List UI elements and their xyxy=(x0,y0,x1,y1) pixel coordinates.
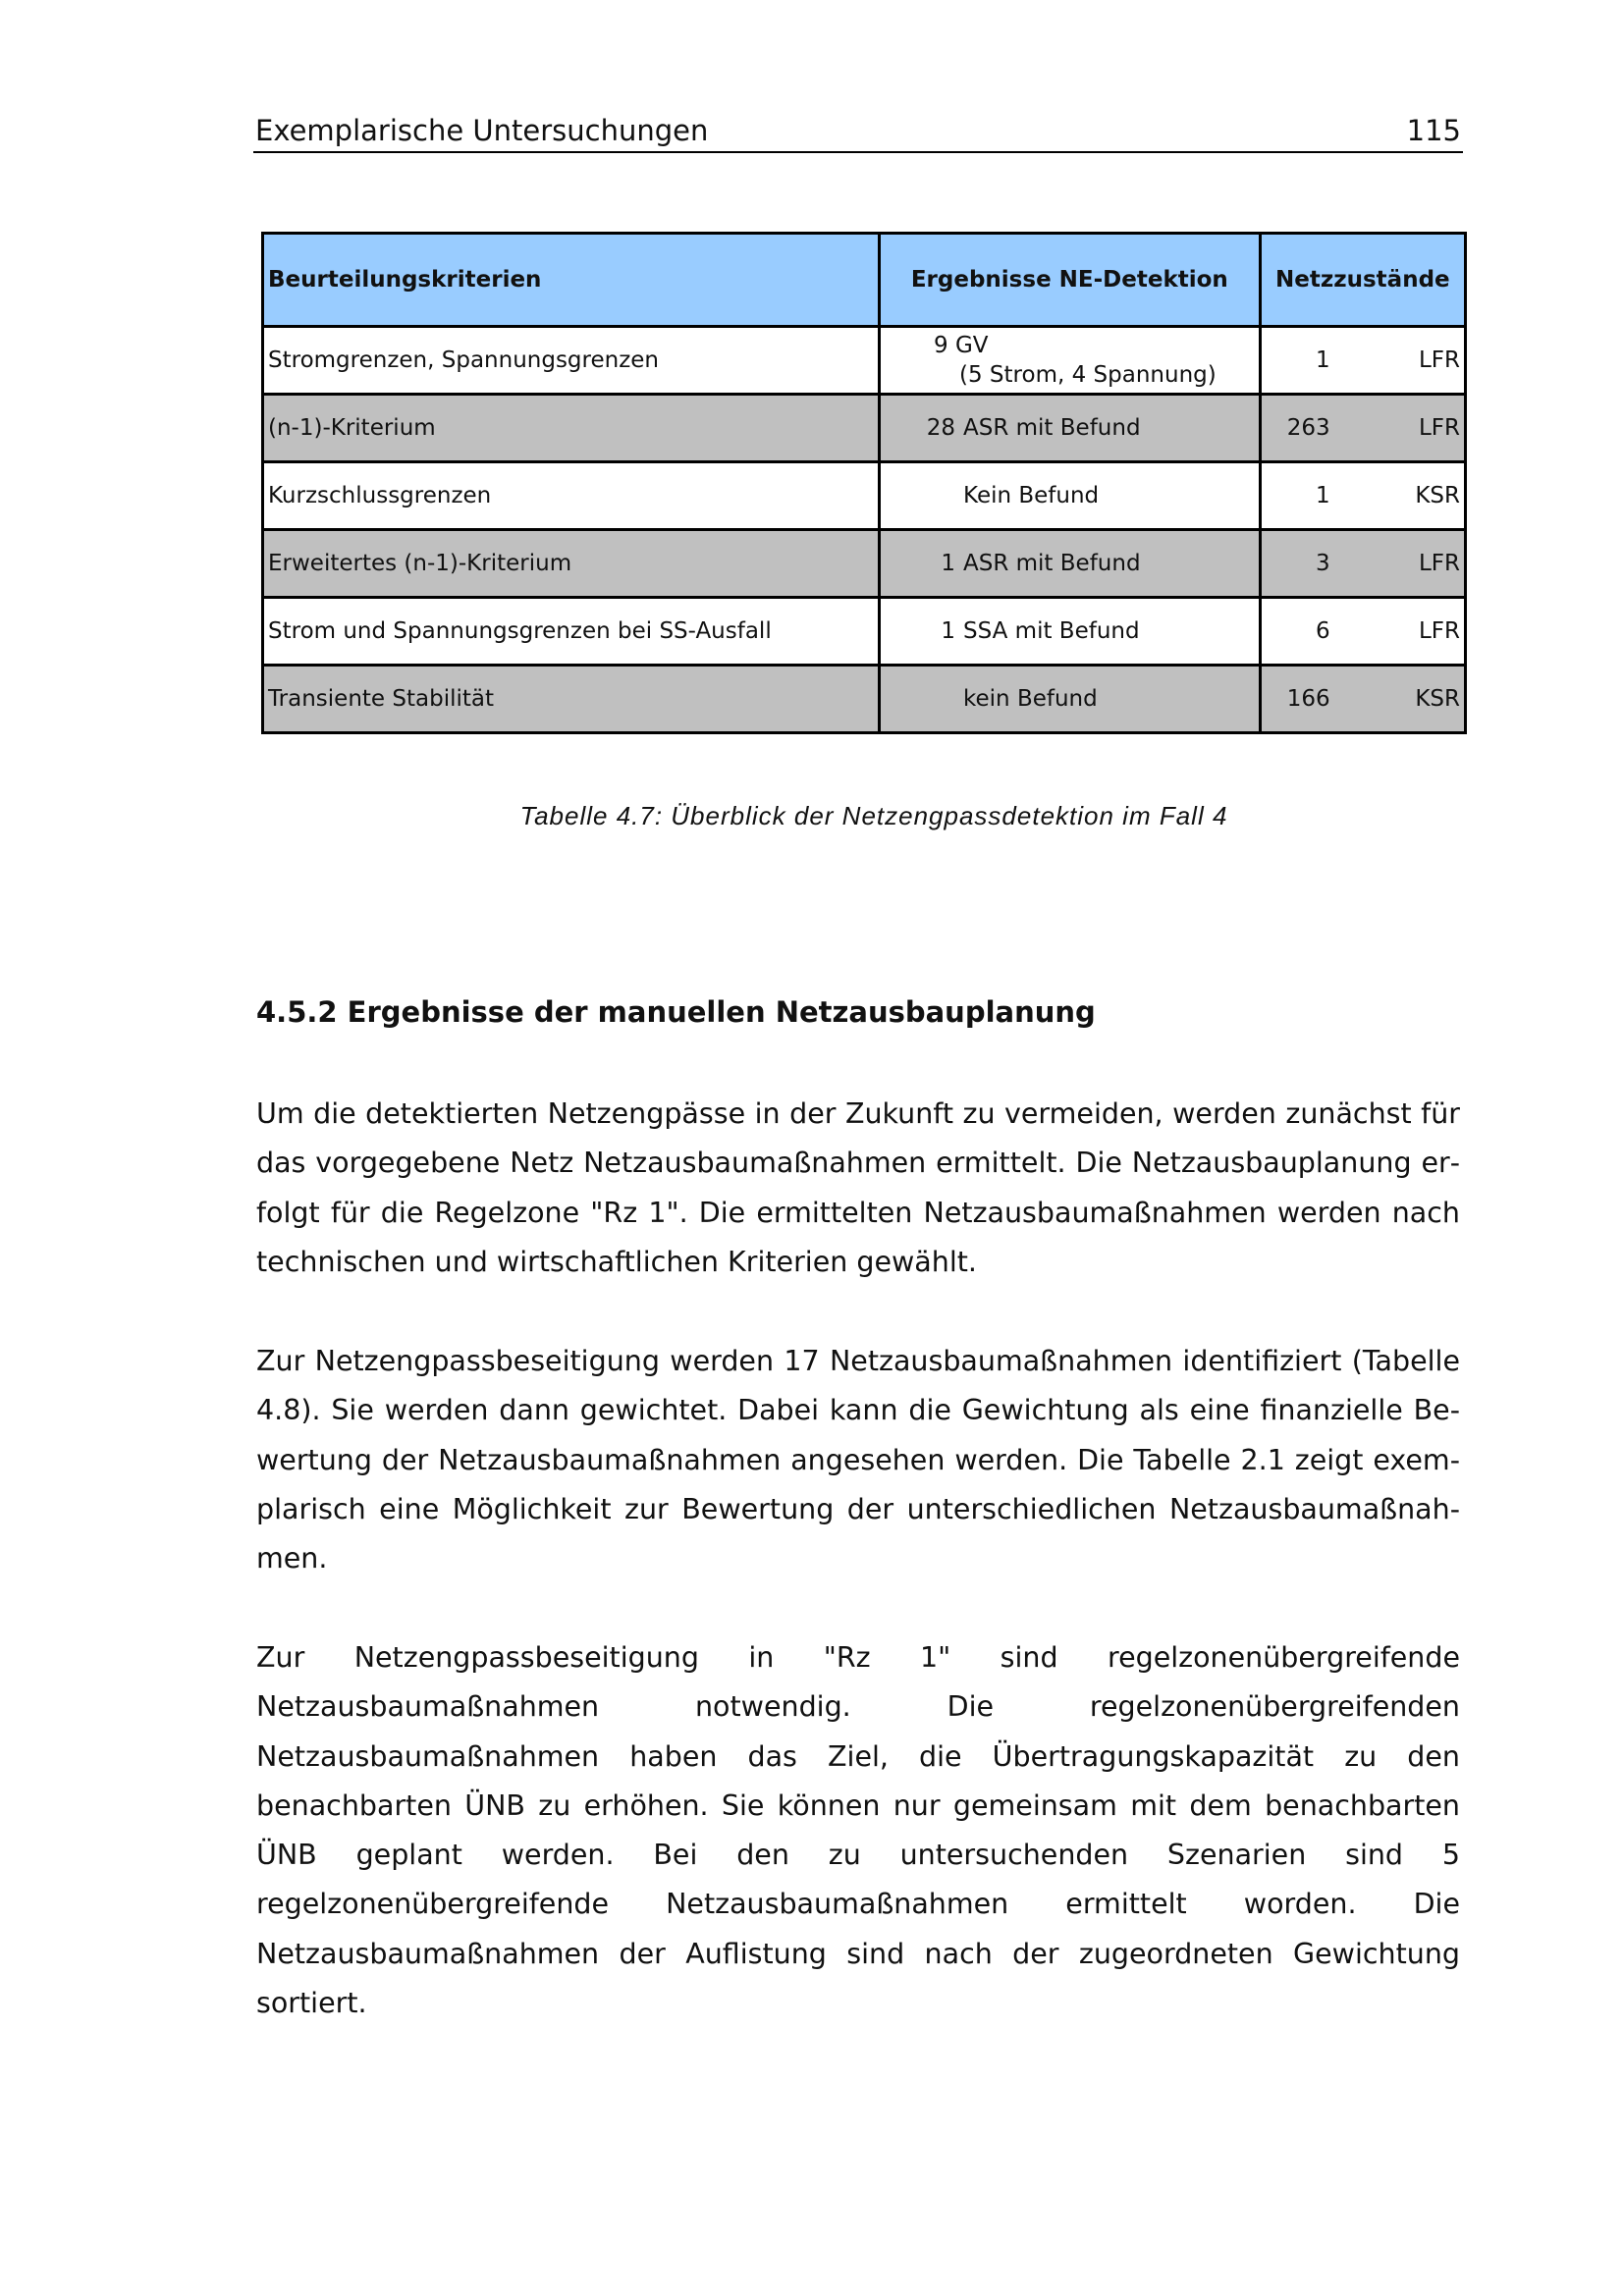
table-caption: Tabelle 4.7: Überblick der Netzengpassdetektion im Fall 4 xyxy=(519,801,1228,830)
state-unit: LFR xyxy=(1418,347,1460,373)
body-paragraph: Um die detektierten Netzengpässe in der Zukunft zu vermeiden, werden zunächst für das vorgegebene Netz Netzausbaumaßnahmen ermittelt. Die Netzausbauplanung erfolgt für die Regelzone "Rz 1". Die ermittelten Netzausbaumaßnahmen werden nach technischen und wirtschaftlichen Kriterien gewählt. xyxy=(256,1097,1460,1278)
result-number: 1 xyxy=(941,618,956,644)
state-count: 1 xyxy=(1316,483,1330,508)
section-heading: 4.5.2 Ergebnisse der manuellen Netzausbauplanung xyxy=(256,995,1096,1029)
table-row xyxy=(263,395,1466,462)
running-title: Exemplarische Untersuchungen xyxy=(255,114,709,147)
state-count: 263 xyxy=(1286,415,1330,441)
page-header xyxy=(253,112,1463,153)
state-cell xyxy=(1260,530,1465,598)
table-row xyxy=(263,666,1466,733)
state-cell xyxy=(1260,666,1465,733)
criterion-cell: Stromgrenzen, Spannungsgrenzen xyxy=(263,327,880,395)
state-unit: LFR xyxy=(1418,618,1460,644)
result-text: Kein Befund xyxy=(963,483,1100,508)
state-unit: LFR xyxy=(1418,551,1460,576)
body-paragraph: Zur Netzengpassbeseitigung in "Rz 1" sind regelzonenübergreifende Netzausbaumaßnahmen notwendig. Die regelzonenübergreifenden Netzausbaumaßnahmen haben das Ziel, die Übertragungskapazität zu den benachbarten ÜNB zu erhöhen. Sie können nur gemeinsam mit dem benachbarten ÜNB geplant werden. Bei den zu untersuchenden Szenarien sind 5 regelzonenübergreifende Netzausbaumaßnahmen ermittelt worden. Die Netzausbaumaßnahmen der Auflistung sind nach der zugeordneten Gewichtung sortiert. xyxy=(256,1641,1460,2020)
state-unit: LFR xyxy=(1418,415,1460,441)
state-unit: KSR xyxy=(1415,483,1460,508)
state-cell xyxy=(1260,327,1465,395)
result-subtext: (5 Strom, 4 Spannung) xyxy=(959,362,1217,388)
state-count: 166 xyxy=(1286,686,1330,712)
column-header-results: Ergebnisse NE-Detektion xyxy=(880,234,1261,327)
table-row xyxy=(263,598,1466,666)
criterion-cell: Erweitertes (n-1)-Kriterium xyxy=(263,530,880,598)
state-unit: KSR xyxy=(1415,686,1460,712)
congestion-detection-table xyxy=(261,232,1467,734)
result-cell xyxy=(880,666,1261,733)
state-count: 3 xyxy=(1316,551,1330,576)
criterion-cell: Strom und Spannungsgrenzen bei SS-Ausfall xyxy=(263,598,880,666)
table-header-row xyxy=(263,234,1466,327)
result-number: 9 xyxy=(934,333,948,358)
result-cell xyxy=(880,327,1261,395)
state-count: 1 xyxy=(1316,347,1330,373)
state-count: 6 xyxy=(1316,618,1330,644)
state-cell xyxy=(1260,462,1465,530)
result-number: 1 xyxy=(941,551,956,576)
state-cell xyxy=(1260,598,1465,666)
table-row xyxy=(263,530,1466,598)
column-header-states: Netzzustände xyxy=(1260,234,1465,327)
result-text: SSA mit Befund xyxy=(963,618,1140,644)
result-cell xyxy=(880,530,1261,598)
column-header-criteria: Beurteilungskriterien xyxy=(263,234,880,327)
result-text: ASR mit Befund xyxy=(963,415,1141,441)
result-text: ASR mit Befund xyxy=(963,551,1141,576)
result-cell xyxy=(880,462,1261,530)
result-cell xyxy=(880,598,1261,666)
result-cell xyxy=(880,395,1261,462)
table-row xyxy=(263,462,1466,530)
result-text: kein Befund xyxy=(963,686,1098,712)
state-cell xyxy=(1260,395,1465,462)
result-number: 28 xyxy=(926,415,956,441)
table-row xyxy=(263,327,1466,395)
page-number: 115 xyxy=(1406,114,1461,147)
criterion-cell: Transiente Stabilität xyxy=(263,666,880,733)
criterion-cell: Kurzschlussgrenzen xyxy=(263,462,880,530)
body-paragraph: Zur Netzengpassbeseitigung werden 17 Netzausbaumaßnahmen identifiziert (Tabelle 4.8). Sie werden dann gewichtet. Dabei kann die Gewichtung als eine finanzielle Bewertung der Netzausbaumaßnahmen angesehen werden. Die Tabelle 2.1 zeigt exemplarisch eine Möglichkeit zur Bewertung der unterschiedlichen Netzausbaumaßnahmen. xyxy=(256,1345,1460,1575)
result-text: GV xyxy=(954,333,989,358)
criterion-cell: (n-1)-Kriterium xyxy=(263,395,880,462)
